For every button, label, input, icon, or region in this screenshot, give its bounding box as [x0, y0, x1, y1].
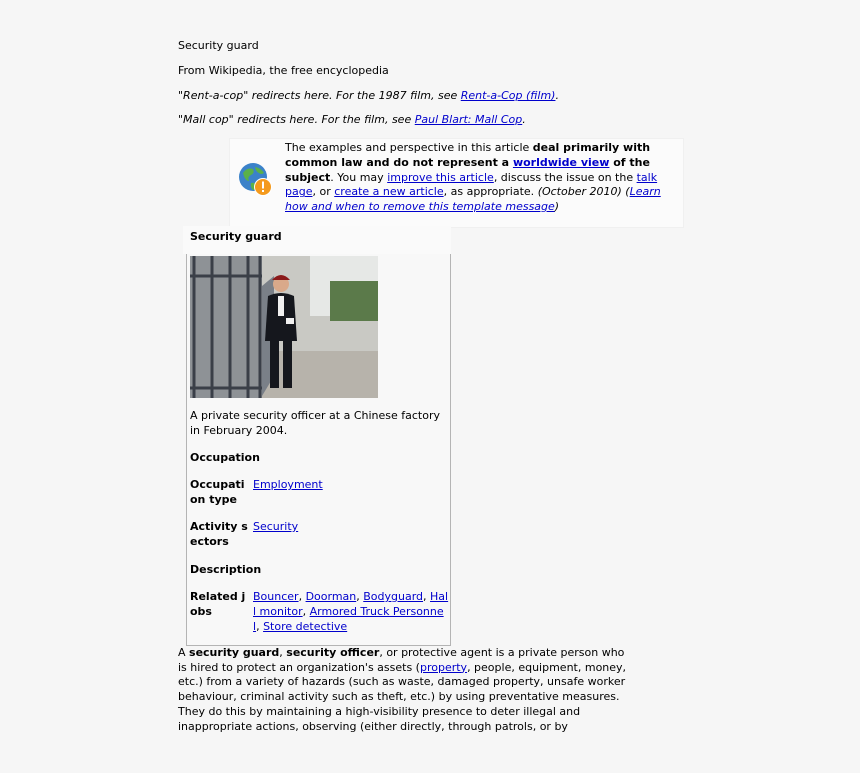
link-bouncer[interactable]: Bouncer: [253, 590, 299, 603]
page-title: Security guard: [178, 39, 259, 52]
notice-text: [285, 141, 669, 215]
hatnote-rent-a-cop: [178, 89, 559, 103]
notice-text-3: , discuss the issue on the: [493, 170, 637, 184]
link-paul-blart[interactable]: Paul Blart: Mall Cop: [414, 113, 523, 126]
hatnote-text: "Rent-a-cop" redirects here. For the 1987 film, see: [178, 89, 461, 102]
lead-text-2: ,: [279, 646, 287, 659]
lead-bold-security-officer: security officer: [286, 646, 380, 659]
activity-sectors-value: [253, 519, 449, 534]
notice-text-5: , as appropriate.: [443, 185, 538, 199]
activity-sectors-label: Activity sectors: [190, 520, 248, 548]
link-armored-truck-personnel[interactable]: Armored Truck Personnel: [253, 605, 444, 633]
site-subtitle: From Wikipedia, the free encyclopedia: [178, 64, 389, 77]
link-employment[interactable]: Employment: [253, 478, 323, 491]
notice-text-4: , or: [312, 185, 335, 199]
security-guard-photo[interactable]: [190, 256, 378, 398]
hatnote-suffix: .: [555, 89, 559, 102]
link-hall-monitor[interactable]: Hall monitor: [253, 590, 449, 618]
link-security[interactable]: Security: [253, 520, 299, 533]
lead-text-3: , or protective agent is a private person who is hired to protect an organization's assets (: [178, 646, 625, 674]
infobox-title: Security guard: [183, 226, 451, 254]
hatnote-suffix: .: [522, 113, 526, 126]
notice-date: (October 2010): [537, 185, 622, 199]
infobox-description-header: Description: [190, 563, 262, 576]
occupation-type-value: [253, 477, 449, 492]
link-worldwide-view[interactable]: worldwide view: [512, 155, 610, 169]
link-rent-a-cop-film[interactable]: Rent-a-Cop (film): [460, 89, 556, 102]
globe-warning-icon: [237, 161, 273, 197]
notice-paren-open: (: [621, 185, 630, 199]
notice-paren-close: ): [554, 200, 560, 214]
link-create-article[interactable]: create a new article: [334, 185, 444, 199]
link-doorman[interactable]: Doorman: [305, 590, 357, 603]
hatnote-text: "Mall cop" redirects here. For the film, see: [178, 113, 415, 126]
lead-text-4: , people, equipment, money, etc.) from a variety of hazards (such as waste, damaged property, unsafe worker behaviour, criminal activity such as theft, etc.) by using preventative measures. They do this by maintaining a high-visibility presence to deter illegal and inappropriate actions, observing (either directly, through patrols, or by: [178, 660, 627, 733]
globalize-notice-box: [229, 138, 684, 228]
related-jobs-label: Related jobs: [190, 590, 246, 618]
notice-text-1: The examples and perspective in this article: [285, 141, 533, 154]
notice-bold-1: deal primarily with common law and do not represent a: [285, 141, 651, 169]
lead-text-1: A: [178, 646, 190, 659]
infobox-caption: A private security officer at a Chinese factory in February 2004.: [190, 409, 440, 437]
infobox: [186, 254, 451, 646]
article-lead-paragraph: [178, 646, 633, 734]
notice-bold-2: of the subject: [285, 155, 650, 184]
link-talk-page[interactable]: talk page: [285, 170, 658, 199]
link-store-detective[interactable]: Store detective: [263, 620, 348, 633]
occupation-type-label: Occupation type: [190, 478, 245, 506]
lead-bold-security-guard: security guard: [189, 646, 280, 659]
link-property[interactable]: property: [419, 660, 468, 674]
notice-text-2: . You may: [330, 170, 388, 184]
hatnote-mall-cop: [178, 113, 526, 127]
link-improve-article[interactable]: improve this article: [387, 170, 494, 184]
link-learn-remove-template[interactable]: Learn how and when to remove this template message: [285, 185, 661, 214]
related-jobs-value: Bouncer, Doorman, Bodyguard, Hall monitor, Armored Truck Personnel, Store detective: [253, 590, 449, 633]
infobox-occupation-header: Occupation: [190, 451, 260, 464]
link-bodyguard[interactable]: Bodyguard: [363, 590, 424, 603]
